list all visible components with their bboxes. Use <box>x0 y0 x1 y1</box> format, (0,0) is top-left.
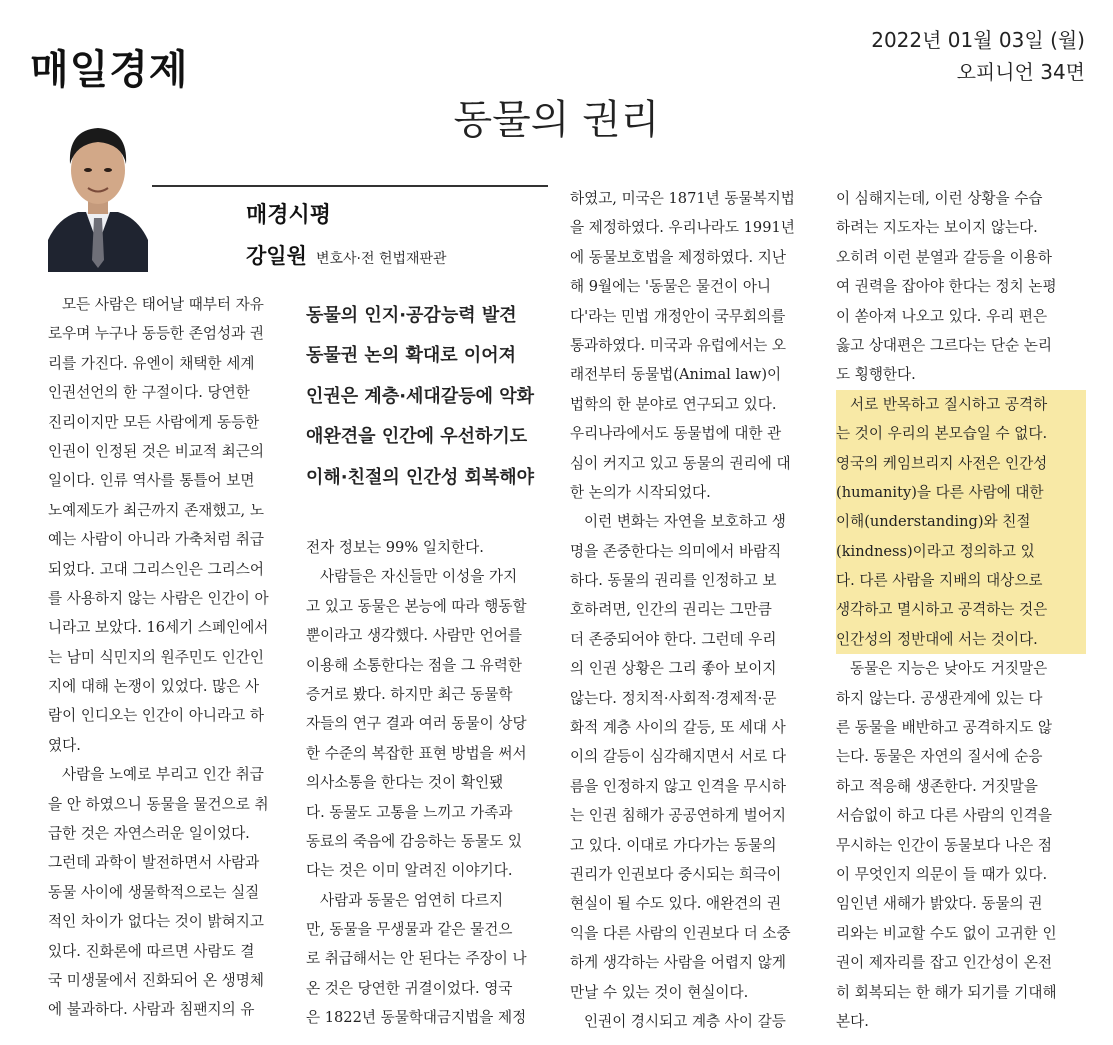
text-column-4 <box>836 184 1086 1036</box>
highlighted-line: 이해(understanding)와 친절 <box>836 507 1086 536</box>
text-line: 모든 사람은 태어날 때부터 자유 <box>62 296 264 313</box>
text-line: 국 미생물에서 진화되어 온 생명체 <box>48 971 264 989</box>
text-line: 본다. <box>836 1012 869 1030</box>
text-line: 되었다. 고대 그리스인은 그리스어 <box>48 560 264 578</box>
text-column-2 <box>306 533 552 1033</box>
subhead: 이해·친절의 인간성 회복해야 <box>306 466 535 488</box>
text-line: 지에 대해 논쟁이 있었다. 많은 사 <box>48 678 260 696</box>
text-line: 동물 사이에 생물학적으로는 실질 <box>48 883 260 901</box>
text-line: 을 제정하였다. 우리나라도 1991년 <box>570 219 795 237</box>
text-line: 다'라는 민법 개정안이 국무회의를 <box>570 307 786 325</box>
byline <box>246 240 447 270</box>
text-line: 름을 인정하지 않고 인격을 무시하 <box>570 777 786 795</box>
text-line: 고 있고 동물은 본능에 따라 행동할 <box>306 597 527 615</box>
text-line: 진리이지만 모든 사람에게 동등한 <box>48 413 260 431</box>
text-line: 한 논의가 시작되었다. <box>570 483 711 501</box>
text-line: 을 안 하였으니 동물을 물건으로 취 <box>48 795 269 813</box>
text-line: 우리나라에서도 동물법에 대한 관 <box>570 425 782 443</box>
text-line: 권이 제자리를 잡고 인간성이 온전 <box>836 954 1052 972</box>
text-line: 하다. 동물의 권리를 인정하고 보 <box>570 572 777 590</box>
text-line: 로 취급해서는 안 된다는 주장이 나 <box>306 950 527 968</box>
text-line: 이 쏟아져 나오고 있다. 우리 편은 <box>836 307 1048 325</box>
highlighted-line: 영국의 케임브리지 사전은 인간성 <box>836 449 1086 478</box>
text-line: 예는 사람이 아니라 가축처럼 취급 <box>48 531 264 549</box>
text-line: 현실이 될 수도 있다. 애완견의 권 <box>570 895 782 913</box>
article-title: 동물의 권리 <box>453 97 660 143</box>
text-line: 사람을 노예로 부리고 인간 취급 <box>62 766 264 784</box>
subhead: 애완견을 인간에 우선하기도 <box>306 426 528 448</box>
highlighted-line: 는 것이 우리의 본모습일 수 없다. <box>836 419 1086 448</box>
text-line: 는 남미 식민지의 원주민도 인간인 <box>48 648 264 666</box>
issue-meta <box>871 24 1085 88</box>
text-line: 만날 수 있는 것이 현실이다. <box>570 983 749 1001</box>
text-line: 에 동물보호법을 제정하였다. 지난 <box>570 248 786 266</box>
text-line: 오히려 이런 분열과 갈등을 이용하 <box>836 248 1052 266</box>
text-line: 이런 변화는 자연을 보호하고 생 <box>584 513 786 531</box>
text-line: 있다. 진화론에 따르면 사람도 결 <box>48 942 255 960</box>
text-line: 리를 가진다. 유엔이 채택한 세계 <box>48 354 255 372</box>
text-line: 래전부터 동물법(Animal law)이 <box>570 366 782 384</box>
subhead: 동물권 논의 확대로 이어져 <box>306 345 517 367</box>
column-name: 매경시평 <box>246 203 332 228</box>
text-line: 리와는 비교할 수도 없이 고귀한 인 <box>836 924 1057 942</box>
masthead-logo: 매일경제 <box>30 47 189 93</box>
text-line: 명을 존중한다는 의미에서 바람직 <box>570 542 782 560</box>
text-line: 였다. <box>48 736 81 754</box>
text-line: 은 1822년 동물학대금지법을 제정 <box>306 1009 527 1027</box>
text-line: 인권선언의 한 구절이다. 당연한 <box>48 384 250 402</box>
text-line: 전자 정보는 99% 일치한다. <box>306 539 484 556</box>
text-line: 다는 것은 이미 알려진 이야기다. <box>306 862 513 880</box>
text-line: 이 무엇인지 의문이 들 때가 있다. <box>836 865 1048 883</box>
text-line: 다. 동물도 고통을 느끼고 가족과 <box>306 803 513 821</box>
text-line: 인권이 인정된 것은 비교적 최근의 <box>48 442 264 460</box>
text-line: 의사소통을 한다는 것이 확인됐 <box>306 774 504 792</box>
highlighted-line: 서로 반목하고 질시하고 공격하 <box>836 390 1086 419</box>
text-line: 사람들은 자신들만 이성을 가지 <box>320 568 518 586</box>
text-line: 옳고 상대편은 그르다는 단순 논리 <box>836 336 1052 354</box>
text-line: 고 있다. 이대로 가다가는 동물의 <box>570 836 777 854</box>
text-line: 는 인권 침해가 공공연하게 벌어지 <box>570 807 786 825</box>
text-line: 여 권력을 잡아야 한다는 정치 논평 <box>836 278 1057 296</box>
text-line: 하지 않는다. 공생관계에 있는 다 <box>836 689 1043 707</box>
text-line: 하려는 지도자는 보이지 않는다. <box>836 219 1038 237</box>
text-line: 증거로 봤다. 하지만 최근 동물학 <box>306 685 513 703</box>
text-line: 도 횡행한다. <box>836 366 916 384</box>
text-line: 통과하였다. 미국과 유럽에서는 오 <box>570 336 786 354</box>
text-line: 이용해 소통한다는 점을 그 유력한 <box>306 656 522 674</box>
highlighted-line: 생각하고 멸시하고 공격하는 것은 <box>836 595 1086 624</box>
text-line: 무시하는 인간이 동물보다 나은 점 <box>836 836 1052 854</box>
text-line: 른 동물을 배반하고 공격하지도 않 <box>836 719 1052 737</box>
text-line: 의 인권 상황은 그리 좋아 보이지 <box>570 660 777 678</box>
highlighted-line: 인간성의 정반대에 서는 것이다. <box>836 625 1086 654</box>
text-line: 하였고, 미국은 1871년 동물복지법 <box>570 190 795 207</box>
text-line: 이 심해지는데, 이런 상황을 수습 <box>836 190 1043 207</box>
text-line: 노예제도가 최근까지 존재했고, 노 <box>48 501 264 519</box>
subheads <box>306 296 552 498</box>
text-line: 화적 계층 사이의 갈등, 또 세대 사 <box>570 719 786 737</box>
text-line: 일이다. 인류 역사를 통틀어 보면 <box>48 472 255 490</box>
text-line: 호하려면, 인간의 권리는 그만큼 <box>570 601 772 619</box>
author-photo <box>48 100 148 272</box>
text-line: 하고 적응해 생존한다. 거짓말을 <box>836 777 1038 795</box>
text-line: 자들의 연구 결과 여러 동물이 상당 <box>306 715 527 733</box>
text-line: 더 존중되어야 한다. 그런데 우리 <box>570 630 777 648</box>
text-line: 를 사용하지 않는 사람은 인간이 아 <box>48 589 269 607</box>
text-line: 권리가 인권보다 중시되는 희극이 <box>570 865 782 883</box>
text-line: 해 9월에는 '동물은 물건이 아니 <box>570 278 772 296</box>
text-column-3 <box>570 184 816 1036</box>
header-divider <box>152 185 548 187</box>
subhead: 동물의 인지·공감능력 발견 <box>306 305 517 326</box>
text-line: 에 불과하다. 사람과 침팬지의 유 <box>48 1001 255 1019</box>
text-line: 동료의 죽음에 감응하는 동물도 있 <box>306 832 522 850</box>
text-line: 급한 것은 자연스러운 일이었다. <box>48 825 250 843</box>
text-line: 온 것은 당연한 귀결이었다. 영국 <box>306 979 513 997</box>
text-line: 만, 동물을 무생물과 같은 물건으 <box>306 921 513 939</box>
text-line: 히 회복되는 한 해가 되기를 기대해 <box>836 983 1057 1001</box>
author-role: 변호사·전 헌법재판관 <box>315 251 447 267</box>
text-line: 한 수준의 복잡한 표현 방법을 써서 <box>306 744 527 762</box>
highlighted-line: 다. 다른 사람을 지배의 대상으로 <box>836 566 1086 595</box>
text-line: 서슴없이 하고 다른 사람의 인격을 <box>836 807 1052 825</box>
text-line: 는다. 동물은 자연의 질서에 순응 <box>836 748 1043 766</box>
text-line: 뿐이라고 생각했다. 사람만 언어를 <box>306 627 522 645</box>
text-line: 동물은 지능은 낮아도 거짓말은 <box>850 660 1048 678</box>
text-line: 법학의 한 분야로 연구되고 있다. <box>570 395 777 413</box>
author-name: 강일원 <box>246 244 307 268</box>
text-line: 람이 인디오는 인간이 아니라고 하 <box>48 707 264 725</box>
text-line: 심이 커지고 있고 동물의 권리에 대 <box>570 454 791 472</box>
text-line: 사람과 동물은 엄연히 다르지 <box>320 891 504 909</box>
text-line: 않는다. 정치적·사회적·경제적·문 <box>570 689 777 707</box>
page-section: 오피니언 34면 <box>956 60 1085 84</box>
text-line: 니라고 보았다. 16세기 스페인에서 <box>48 619 269 637</box>
text-line: 익을 다른 사람의 인권보다 더 소중 <box>570 924 791 942</box>
subhead: 인권은 계층·세대갈등에 악화 <box>306 385 535 407</box>
highlighted-line: (kindness)이라고 정의하고 있 <box>836 537 1086 566</box>
text-line: 이의 갈등이 심각해지면서 서로 다 <box>570 748 786 766</box>
text-line: 인권이 경시되고 계층 사이 갈등 <box>584 1012 786 1030</box>
text-column-1 <box>48 290 290 1025</box>
highlighted-line: (humanity)을 다른 사람에 대한 <box>836 478 1086 507</box>
text-line: 그런데 과학이 발전하면서 사람과 <box>48 854 260 872</box>
text-line: 임인년 새해가 밝았다. 동물의 권 <box>836 895 1043 913</box>
text-line: 하게 생각하는 사람을 어렵지 않게 <box>570 954 786 972</box>
text-line: 적인 차이가 없다는 것이 밝혀지고 <box>48 913 264 931</box>
issue-date: 2022년 01월 03일 (월) <box>871 28 1085 52</box>
text-line: 로우며 누구나 동등한 존엄성과 권 <box>48 325 264 343</box>
